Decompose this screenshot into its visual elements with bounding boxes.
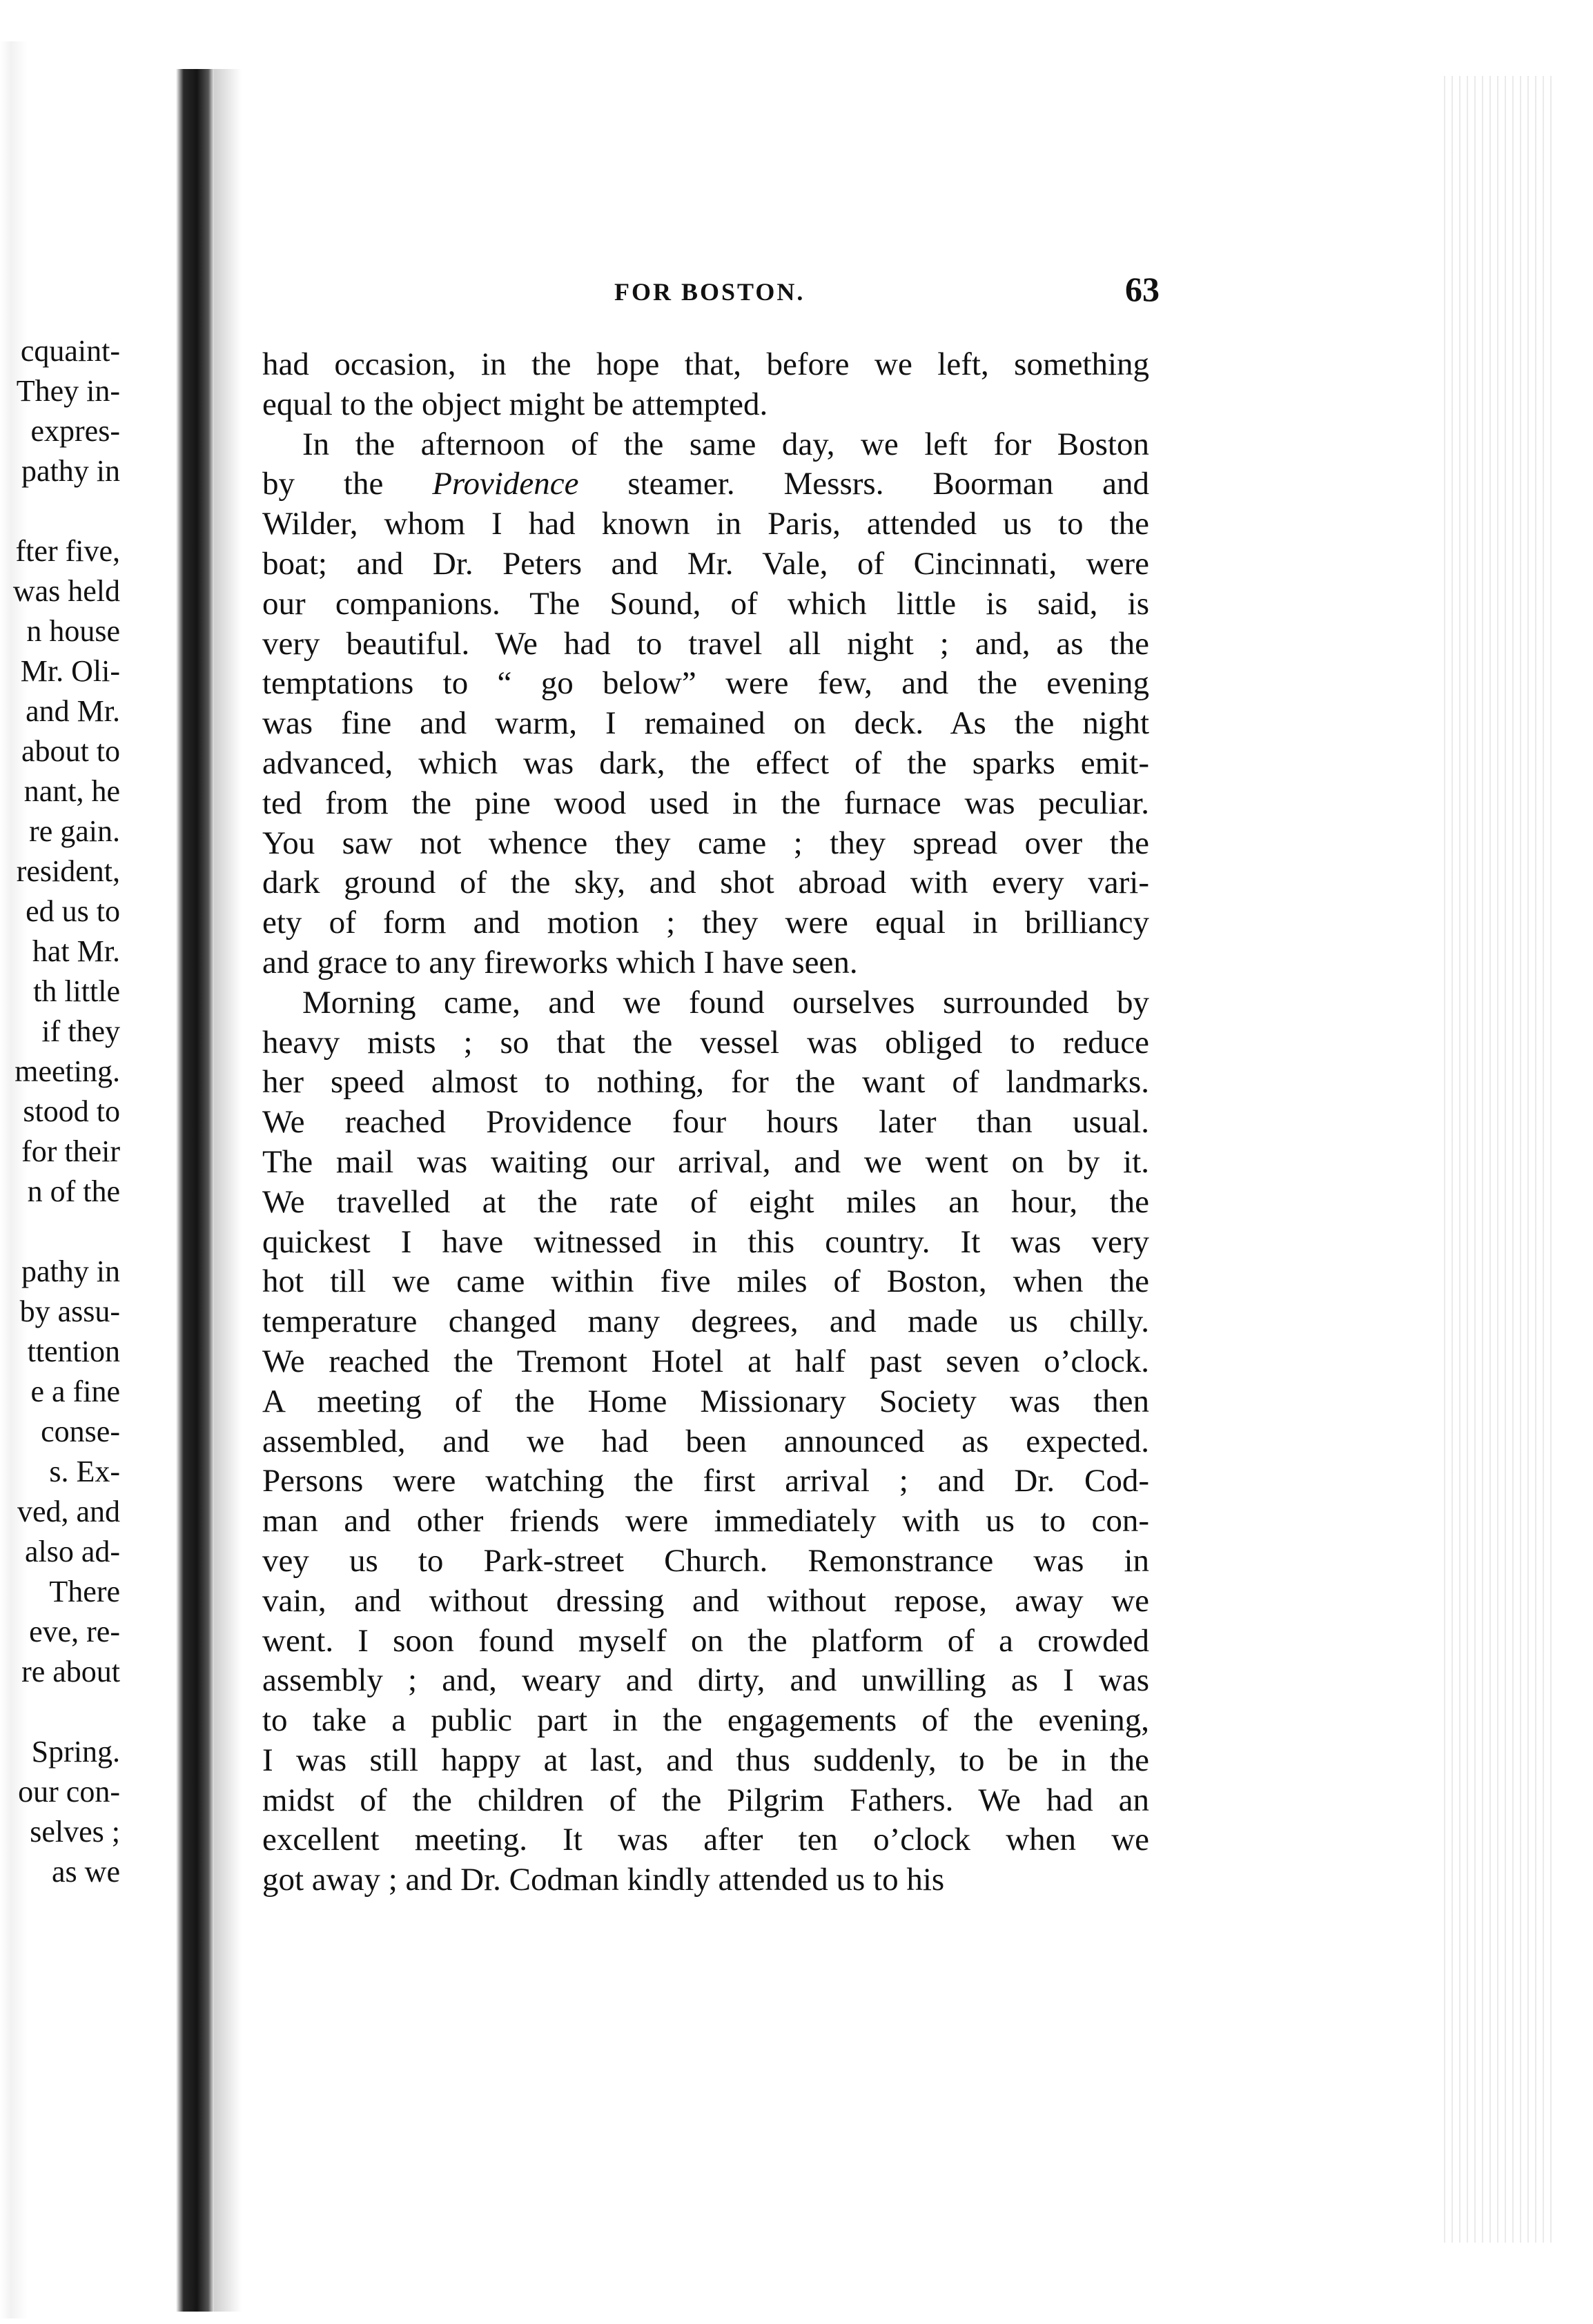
- facing-page-line: hat Mr.: [32, 934, 120, 968]
- text-line: our companions. The Sound, of which little is said, is: [262, 585, 1149, 622]
- facing-page-line: Mr. Oli-: [20, 654, 120, 688]
- facing-page-line: fter five,: [15, 534, 120, 568]
- text-line: to take a public part in the engagements of the evening,: [262, 1702, 1149, 1739]
- text-line: ety of form and motion ; they were equal in brilliancy: [262, 905, 1149, 941]
- book-gutter: [176, 69, 214, 2312]
- italic-text: Providence: [432, 466, 579, 502]
- facing-page-line: our con-: [18, 1775, 120, 1809]
- text-line: vey us to Park-street Church. Remonstrance was in: [262, 1542, 1149, 1579]
- text-line: excellent meeting. It was after ten o’clock when we: [262, 1822, 1149, 1858]
- text-line: and grace to any fireworks which I have seen.: [262, 944, 858, 981]
- facing-page-line: selves ;: [30, 1815, 120, 1849]
- page-edges: [1438, 76, 1552, 2243]
- facing-page-line: re about: [21, 1655, 120, 1688]
- text-line: assembly ; and, weary and dirty, and unwilling as I was: [262, 1662, 1149, 1699]
- text-line: temperature changed many degrees, and made us chilly.: [262, 1303, 1149, 1340]
- facing-page-line: about to: [21, 734, 120, 768]
- text-line: I was still happy at last, and thus suddenly, to be in the: [262, 1742, 1149, 1778]
- text-line: had occasion, in the hope that, before we left, something: [262, 346, 1149, 382]
- text-line: quickest I have witnessed in this country. It was very: [262, 1223, 1149, 1260]
- text-line: ted from the pine wood used in the furnace was peculiar.: [262, 785, 1149, 821]
- text-line: hot till we came within five miles of Boston, when the: [262, 1263, 1149, 1300]
- text-line: was fine and warm, I remained on deck. As the night: [262, 705, 1149, 742]
- running-head-title: FOR BOSTON.: [614, 278, 805, 306]
- text-line: advanced, which was dark, the effect of the sparks emit-: [262, 745, 1149, 781]
- facing-page-line: Spring.: [31, 1735, 120, 1769]
- facing-page-line: for their: [21, 1134, 120, 1168]
- text-line: We travelled at the rate of eight miles an hour, the: [262, 1183, 1149, 1220]
- main-page: [262, 262, 1160, 2263]
- paragraph: [262, 425, 1160, 983]
- text-line: A meeting of the Home Missionary Society was then: [262, 1383, 1149, 1419]
- text-line: Morning came, and we found ourselves surrounded by: [302, 984, 1149, 1021]
- text-line: temptations to “ go below” were few, and the evening: [262, 665, 1149, 702]
- text-line: The mail was waiting our arrival, and we went on by it.: [262, 1143, 1149, 1180]
- text-line: very beautiful. We had to travel all night ; and, as the: [262, 625, 1149, 662]
- text-line: In the afternoon of the same day, we left for Boston: [302, 426, 1149, 462]
- facing-page-line: pathy in: [21, 454, 120, 488]
- text-line: got away ; and Dr. Codman kindly attended us to his: [262, 1862, 945, 1898]
- facing-page-line: eve, re-: [29, 1615, 120, 1648]
- facing-page-fragment: [0, 331, 124, 1946]
- facing-page-line: resident,: [16, 854, 120, 888]
- text-line: dark ground of the sky, and shot abroad with every vari-: [262, 865, 1149, 901]
- facing-page-line: ved, and: [17, 1495, 120, 1528]
- text-line: We reached the Tremont Hotel at half past seven o’clock.: [262, 1343, 1149, 1379]
- text-line: boat; and Dr. Peters and Mr. Vale, of Cincinnati, were: [262, 545, 1149, 582]
- text-line: Wilder, whom I had known in Paris, attended us to the: [262, 506, 1149, 542]
- text-line: went. I soon found myself on the platform of a crowded: [262, 1622, 1149, 1659]
- facing-page-line: n of the: [27, 1174, 120, 1208]
- text-line: assembled, and we had been announced as expected.: [262, 1423, 1149, 1459]
- gutter-fade: [214, 69, 242, 2312]
- facing-page-line: th little: [33, 974, 120, 1008]
- facing-page-line: as we: [52, 1855, 120, 1889]
- facing-page-line: e a fine: [30, 1375, 120, 1408]
- facing-page-line: They in-: [16, 374, 120, 408]
- paragraph: [262, 345, 1160, 425]
- running-head: [262, 262, 1160, 317]
- facing-page-line: nant, he: [23, 774, 120, 808]
- facing-page-line: cquaint-: [20, 334, 120, 368]
- facing-page-line: and Mr.: [26, 694, 120, 728]
- text-line: We reached Providence four hours later than usual.: [262, 1104, 1149, 1141]
- facing-page-line: conse-: [41, 1415, 120, 1448]
- text-line: heavy mists ; so that the vessel was obliged to reduce: [262, 1024, 1149, 1061]
- facing-page-line: s. Ex-: [49, 1455, 120, 1488]
- facing-page-line: if they: [41, 1014, 120, 1048]
- paragraph: [262, 983, 1160, 1900]
- facing-page-line: There: [49, 1575, 120, 1608]
- body-text: [262, 345, 1160, 1900]
- facing-page-line: pathy in: [21, 1254, 120, 1288]
- facing-page-line: n house: [26, 614, 120, 648]
- facing-page-line: ed us to: [26, 894, 120, 928]
- facing-page-line: was held: [12, 574, 120, 608]
- facing-page-line: stood to: [23, 1094, 120, 1128]
- text-line: equal to the object might be attempted.: [262, 386, 768, 422]
- text-line: vain, and without dressing and without repose, away we: [262, 1582, 1149, 1619]
- text-line: man and other friends were immediately with us to con-: [262, 1503, 1149, 1539]
- text-line: You saw not whence they came ; they spread over the: [262, 825, 1149, 861]
- facing-page-line: expres-: [30, 414, 120, 448]
- facing-page-line: also ad-: [24, 1535, 120, 1568]
- facing-page-line: re gain.: [29, 814, 120, 848]
- text-line: her speed almost to nothing, for the want of landmarks.: [262, 1064, 1149, 1101]
- text-line: Persons were watching the first arrival ; and Dr. Cod-: [262, 1463, 1149, 1499]
- facing-page-line: ttention: [27, 1335, 120, 1368]
- facing-page-line: meeting.: [14, 1054, 120, 1088]
- text-line: midst of the children of the Pilgrim Fathers. We had an: [262, 1782, 1149, 1818]
- facing-page-line: by assu-: [19, 1294, 120, 1328]
- text-line: by the Providence steamer. Messrs. Boorman and: [262, 466, 1149, 502]
- page-number: 63: [1125, 270, 1160, 308]
